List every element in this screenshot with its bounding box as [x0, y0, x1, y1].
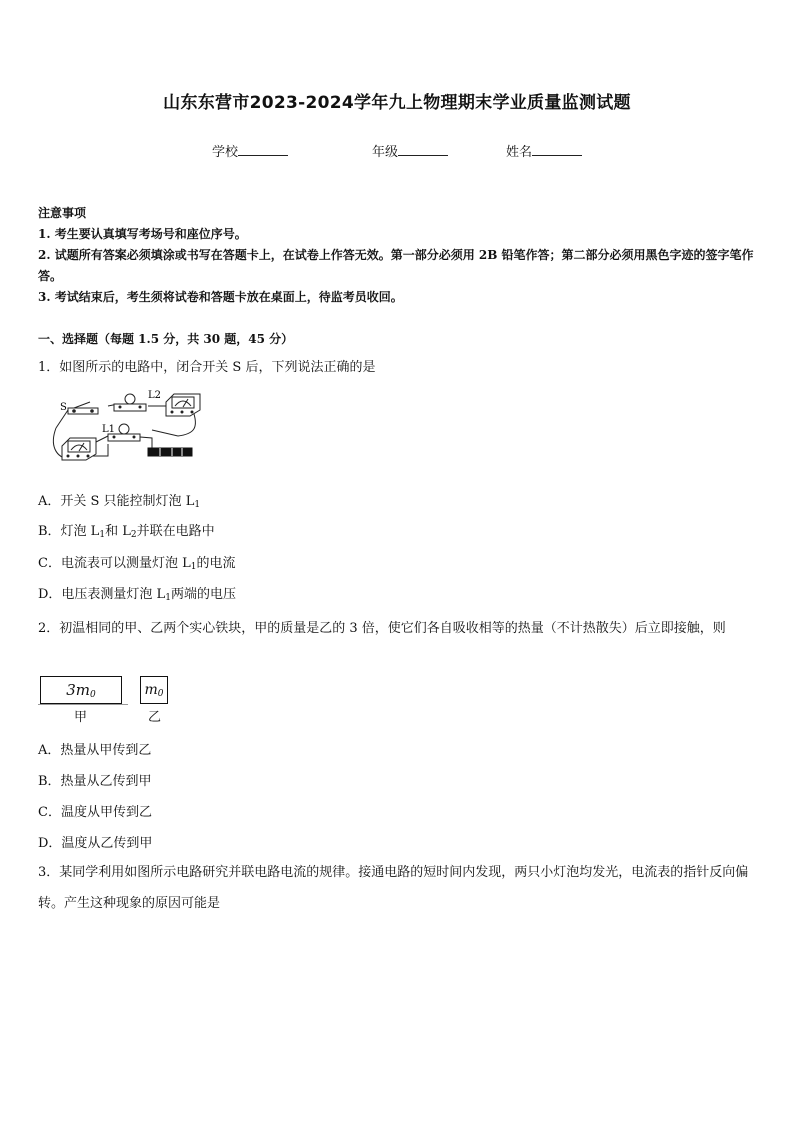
block-yi-mass: $m_0$ [144, 682, 164, 699]
q1-circuit-figure [48, 384, 208, 464]
switch-s [68, 402, 98, 414]
block-yi-label: 乙 [148, 710, 162, 725]
q1-option-d[interactable]: D．电压表测量灯泡 $L_1$两端的电压 [38, 587, 236, 603]
grade-blank[interactable] [398, 143, 448, 156]
q2-option-c[interactable]: C．温度从甲传到乙 [38, 805, 152, 820]
note-item: 2. 试题所有答案必须填涂或书写在答题卡上，在试卷上作答无效。第一部分必须用 2B 铅笔作答；第二部分必须用黑色字迹的签字笔作答。 [38, 248, 754, 283]
name-field[interactable] [506, 141, 582, 160]
battery [148, 448, 192, 456]
school-field[interactable] [212, 141, 288, 160]
voltmeter [166, 394, 200, 416]
name-label: 姓名 [506, 145, 533, 160]
grade-label: 年级 [372, 145, 399, 160]
q1-option-a[interactable]: A．开关 S 只能控制灯泡 $L_1$ [38, 494, 201, 510]
bulb-l2 [114, 394, 146, 411]
note-item: 1. 考生要认真填写考场号和座位序号。 [38, 227, 247, 241]
block-jia-label: 甲 [74, 710, 88, 725]
school-blank[interactable] [238, 143, 288, 156]
q1-stem: 1．如图所示的电路中，闭合开关 S 后，下列说法正确的是 [38, 360, 376, 375]
q2-option-a[interactable]: A．热量从甲传到乙 [38, 743, 152, 758]
name-blank[interactable] [532, 143, 582, 156]
school-label: 学校 [212, 145, 239, 160]
ammeter [62, 438, 96, 460]
block-jia-mass: $3m_0$ [66, 681, 96, 700]
q2-option-d[interactable]: D．温度从乙传到甲 [38, 836, 153, 851]
ground-line [38, 704, 128, 705]
page-title: 山东东营市2023-2024学年九上物理期末学业质量监测试题 [163, 93, 631, 113]
notes-heading: 注意事项 [38, 206, 87, 220]
q2-option-b[interactable]: B．热量从乙传到甲 [38, 774, 152, 789]
q1-option-b[interactable]: B．灯泡 $L_1$和 $L_2$并联在电路中 [38, 524, 215, 540]
section-heading: 一、选择题（每题 1.5 分，共 30 题，45 分） [38, 332, 294, 346]
bulb-l2-label: L2 [148, 390, 162, 401]
block-yi [140, 676, 168, 704]
q2-stem: 2．初温相同的甲、乙两个实心铁块，甲的质量是乙的 3 倍，使它们各自吸收相等的热量（不计热散失）后立即接触，则 [38, 621, 726, 636]
bulb-l1-label: L1 [102, 424, 116, 435]
note-item: 3. 考试结束后，考生须将试卷和答题卡放在桌面上，待监考员收回。 [38, 290, 403, 304]
q3-stem: 3．某同学利用如图所示电路研究并联电路电流的规律。接通电路的短时间内发现，两只小灯泡均发光，电流表的指针反向偏转。产生这种现象的原因可能是 [38, 865, 749, 911]
switch-label: S [60, 402, 67, 413]
q1-option-c[interactable]: C．电流表可以测量灯泡 $L_1$的电流 [38, 556, 236, 572]
block-jia [40, 676, 122, 704]
grade-field[interactable] [372, 141, 448, 160]
